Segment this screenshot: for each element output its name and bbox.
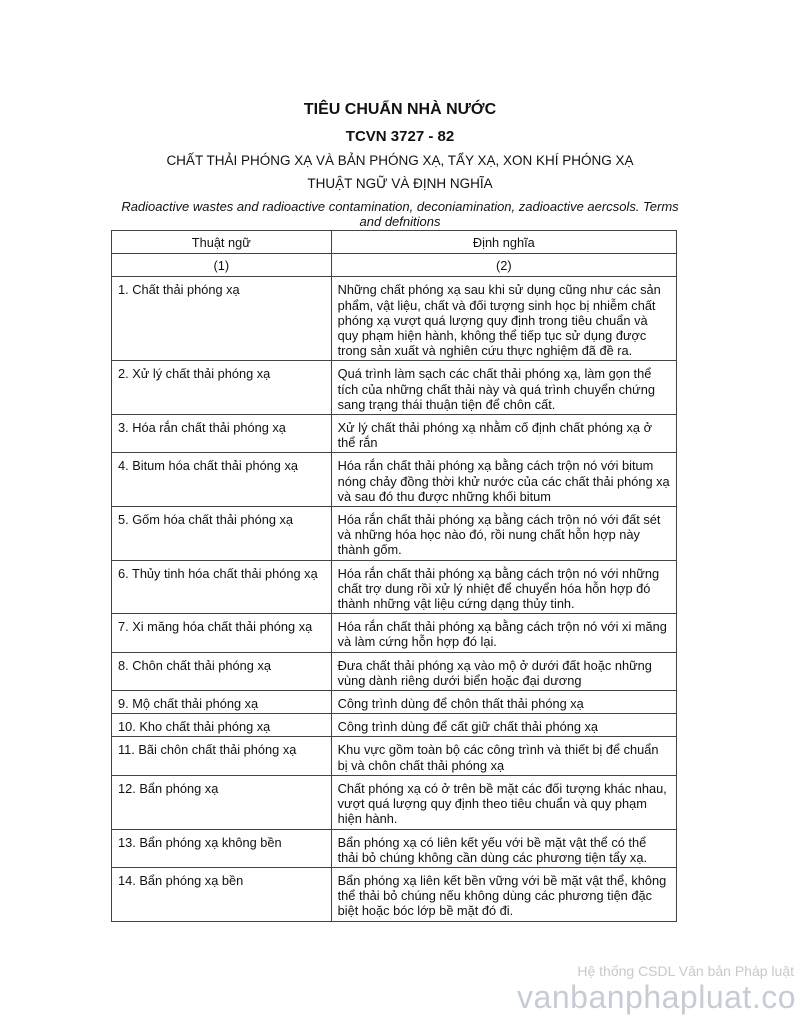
definition-cell: Hóa rắn chất thải phóng xạ bằng cách trộn nó với những chất trợ dung rồi xử lý nhiệt để chuyển hóa hỗn hợp đó thành những vật liệu cứng dạng thủy tinh. [331, 560, 676, 614]
definition-cell: Chất phóng xạ có ở trên bề mặt các đối tượng khác nhau, vượt quá lượng quy định theo tiêu chuẩn và quy phạm hiện hành. [331, 775, 676, 829]
column-number-2: (2) [331, 254, 676, 277]
table-row [112, 652, 677, 690]
term-cell: 11. Bãi chôn chất thải phóng xạ [112, 737, 332, 775]
table-row [112, 453, 677, 507]
term-cell: 7. Xi măng hóa chất thải phóng xạ [112, 614, 332, 652]
term-cell: 5. Gốm hóa chất thải phóng xạ [112, 507, 332, 561]
term-cell: 2. Xử lý chất thải phóng xạ [112, 361, 332, 415]
table-row [112, 277, 677, 361]
terms-table [111, 230, 677, 922]
table-header-row [112, 231, 677, 254]
definition-cell: Hóa rắn chất thải phóng xạ bằng cách trộn nó với bitum nóng chảy đồng thời khử nước của các chất thải phóng xạ và sau đó thu được những khối bitum [331, 453, 676, 507]
definition-cell: Quá trình làm sạch các chất thải phóng xạ, làm gọn thể tích của những chất thải này và quá trình chuyển chứng sang trạng thái thuận tiện để chôn cất. [331, 361, 676, 415]
definition-cell: Công trình dùng để cất giữ chất thải phóng xạ [331, 714, 676, 737]
definition-cell: Hóa rắn chất thải phóng xạ bằng cách trộn nó với đất sét và những hóa học nào đó, rồi nung chất hỗn hợp này thành gốm. [331, 507, 676, 561]
table-row [112, 507, 677, 561]
term-cell: 12. Bẩn phóng xạ [112, 775, 332, 829]
table-row [112, 361, 677, 415]
table-row [112, 415, 677, 453]
watermark-line-1: Hệ thống CSDL Văn bản Pháp luật [577, 963, 794, 979]
standard-code: TCVN 3727 - 82 [345, 128, 455, 145]
definition-cell: Hóa rắn chất thải phóng xạ bằng cách trộn nó với xi măng và làm cứng hỗn hợp đó lại. [331, 614, 676, 652]
term-cell: 13. Bẩn phóng xạ không bền [112, 829, 332, 867]
table-row [112, 691, 677, 714]
column-header-definition: Định nghĩa [331, 231, 676, 254]
definition-cell: Những chất phóng xạ sau khi sử dụng cũng như các sản phẩm, vật liệu, chất và đối tượng sinh học bị nhiễm chất phóng xạ vượt quá lượng quy định trong tiêu chuẩn và quy phạm hiện hành, không thể tiếp tục sử dụng được trong sản xuất và nghiên cứu thực nghiệm đã đề ra. [331, 277, 676, 361]
definition-cell: Đưa chất thải phóng xạ vào mộ ở dưới đất hoặc những vùng dành riêng dưới biển hoặc đại dương [331, 652, 676, 690]
table-row [112, 714, 677, 737]
term-cell: 10. Kho chất thải phóng xạ [112, 714, 332, 737]
document-subtitle-2: THUẬT NGỮ VÀ ĐỊNH NGHĨA [307, 176, 493, 191]
column-header-term: Thuật ngữ [112, 231, 332, 254]
definition-cell: Bẩn phóng xạ liên kết bền vững với bề mặt vật thể, không thể thải bỏ chúng nếu không dùng các phương tiện đặc biệt hoặc bóc lớp bề mặt đó đi. [331, 867, 676, 921]
term-cell: 3. Hóa rắn chất thải phóng xạ [112, 415, 332, 453]
term-cell: 8. Chôn chất thải phóng xạ [112, 652, 332, 690]
term-cell: 6. Thủy tinh hóa chất thải phóng xạ [112, 560, 332, 614]
table-row [112, 829, 677, 867]
table-row [112, 867, 677, 921]
definition-cell: Bẩn phóng xạ có liên kết yếu với bề mặt vật thể có thể thải bỏ chúng không cần dùng các phương tiện tẩy xạ. [331, 829, 676, 867]
term-cell: 1. Chất thải phóng xạ [112, 277, 332, 361]
table-row [112, 775, 677, 829]
document-title: TIÊU CHUẨN NHÀ NƯỚC [303, 101, 497, 118]
column-number-1: (1) [112, 254, 332, 277]
term-cell: 9. Mộ chất thải phóng xạ [112, 691, 332, 714]
term-cell: 14. Bẩn phóng xạ bền [112, 867, 332, 921]
table-row [112, 737, 677, 775]
table-row [112, 560, 677, 614]
table-row [112, 614, 677, 652]
watermark-line-2: vanbanphapluat.co [517, 979, 796, 1015]
english-title: Radioactive wastes and radioactive contamination, deconiamination, zadioactive aercsols. Terms and defnitions [121, 199, 679, 229]
table-number-row [112, 254, 677, 277]
document-subtitle: CHẤT THẢI PHÓNG XẠ VÀ BẢN PHÓNG XẠ, TẨY XẠ, XON KHÍ PHÓNG XẠ [166, 153, 634, 168]
term-cell: 4. Bitum hóa chất thải phóng xạ [112, 453, 332, 507]
definition-cell: Xử lý chất thải phóng xạ nhằm cố định chất phóng xạ ở thể rắn [331, 415, 676, 453]
definition-cell: Khu vực gồm toàn bộ các công trình và thiết bị để chuẩn bị và chôn chất thải phóng xạ [331, 737, 676, 775]
definition-cell: Công trình dùng để chôn thất thải phóng xạ [331, 691, 676, 714]
